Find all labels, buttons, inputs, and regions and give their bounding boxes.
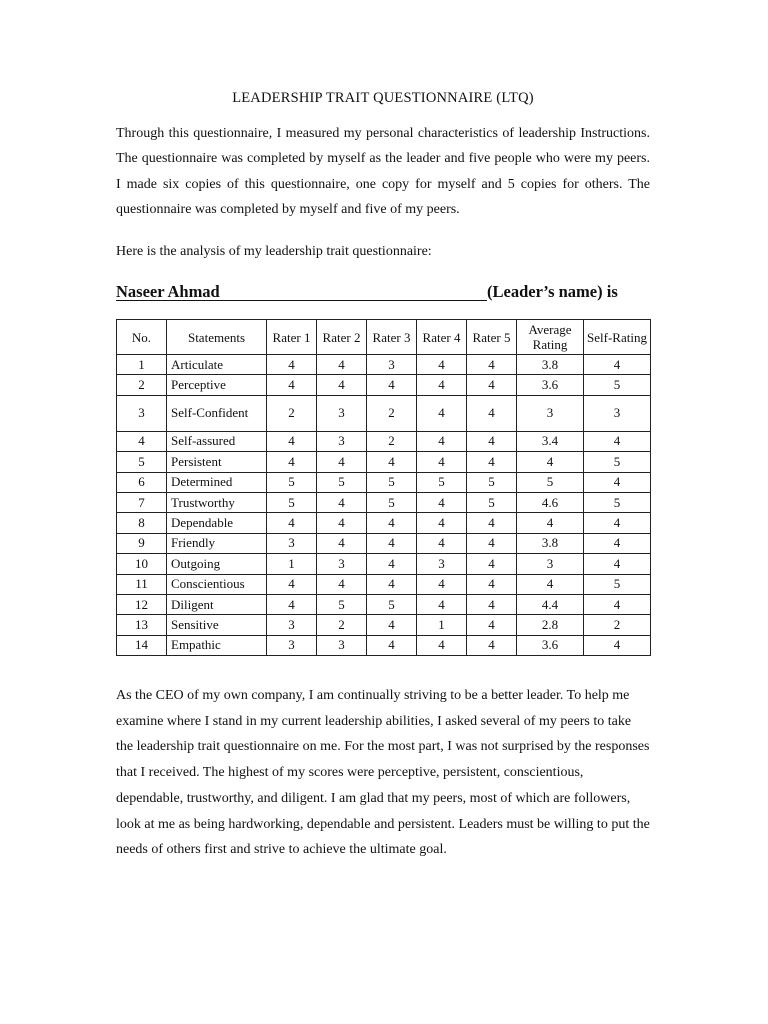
table-row: [117, 574, 651, 594]
cell-rater-1: 4: [267, 513, 317, 533]
cell-rater-3: 4: [367, 533, 417, 553]
table-row: [117, 533, 651, 553]
page-title: LEADERSHIP TRAIT QUESTIONNAIRE (LTQ): [232, 90, 534, 106]
cell-no: 11: [117, 574, 167, 594]
cell-self-rating: 5: [584, 492, 651, 512]
cell-average-rating: 2.8: [517, 615, 584, 635]
cell-no: 14: [117, 635, 167, 655]
cell-rater-3: 4: [367, 513, 417, 533]
cell-rater-4: 4: [417, 452, 467, 472]
header-rater-2: Rater 2: [317, 320, 367, 355]
cell-no: 4: [117, 431, 167, 451]
cell-rater-5: 4: [467, 635, 517, 655]
cell-rater-4: 4: [417, 355, 467, 375]
cell-rater-5: 4: [467, 513, 517, 533]
cell-statement: Determined: [167, 472, 267, 492]
cell-rater-1: 4: [267, 452, 317, 472]
cell-average-rating: 3.6: [517, 375, 584, 395]
cell-rater-3: 4: [367, 554, 417, 574]
intro-paragraph: Through this questionnaire, I measured my personal characteristics of leadership Instructions. The questionnaire was completed by myself as the leader and five people who were my peers. I made six copies of this questionnaire, one copy for myself and 5 copies for others. The questionnaire was completed by myself and five of my peers.: [116, 126, 650, 217]
table-row: [117, 513, 651, 533]
cell-rater-3: 5: [367, 472, 417, 492]
cell-rater-3: 3: [367, 355, 417, 375]
cell-rater-3: 4: [367, 452, 417, 472]
cell-rater-4: 4: [417, 431, 467, 451]
cell-self-rating: 4: [584, 431, 651, 451]
cell-rater-1: 4: [267, 355, 317, 375]
cell-no: 9: [117, 533, 167, 553]
cell-rater-2: 3: [317, 395, 367, 431]
cell-rater-5: 5: [467, 492, 517, 512]
cell-statement: Diligent: [167, 594, 267, 614]
cell-self-rating: 4: [584, 472, 651, 492]
cell-rater-5: 4: [467, 574, 517, 594]
cell-rater-1: 3: [267, 635, 317, 655]
ltq-table: [116, 319, 651, 656]
cell-rater-3: 5: [367, 492, 417, 512]
cell-rater-3: 4: [367, 574, 417, 594]
cell-rater-2: 5: [317, 594, 367, 614]
cell-statement: Trustworthy: [167, 492, 267, 512]
cell-self-rating: 3: [584, 395, 651, 431]
leader-suffix: (Leader’s name) is: [487, 282, 618, 301]
header-rater-1: Rater 1: [267, 320, 317, 355]
cell-rater-2: 4: [317, 355, 367, 375]
cell-rater-5: 4: [467, 554, 517, 574]
cell-statement: Self-assured: [167, 431, 267, 451]
cell-rater-2: 3: [317, 635, 367, 655]
cell-no: 13: [117, 615, 167, 635]
cell-statement: Dependable: [167, 513, 267, 533]
cell-rater-3: 4: [367, 615, 417, 635]
cell-rater-1: 4: [267, 594, 317, 614]
cell-rater-4: 4: [417, 492, 467, 512]
closing-paragraph: As the CEO of my own company, I am continually striving to be a better leader. To help me examine where I stand in my current leadership abilities, I asked several of my peers to take the leadership trait questionnaire on me. For the most part, I was not surprised by the responses that I received. The highest of my scores were perceptive, persistent, conscientious, dependable, trustworthy, and diligent. I am glad that my peers, most of which are followers, look at me as being hardworking, dependable and persistent. Leaders must be willing to put the needs of others first and strive to achieve the ultimate goal.: [116, 688, 650, 858]
cell-statement: Articulate: [167, 355, 267, 375]
cell-rater-5: 4: [467, 375, 517, 395]
cell-rater-2: 3: [317, 554, 367, 574]
cell-no: 1: [117, 355, 167, 375]
leader-name-line: [116, 282, 656, 302]
cell-rater-3: 2: [367, 431, 417, 451]
cell-rater-4: 4: [417, 594, 467, 614]
cell-no: 3: [117, 395, 167, 431]
cell-rater-1: 5: [267, 472, 317, 492]
table-row: [117, 452, 651, 472]
cell-rater-4: 1: [417, 615, 467, 635]
cell-self-rating: 4: [584, 355, 651, 375]
cell-rater-2: 4: [317, 533, 367, 553]
table-row: [117, 472, 651, 492]
header-average-rating: Average Rating: [517, 320, 584, 355]
cell-average-rating: 3.8: [517, 533, 584, 553]
cell-rater-5: 4: [467, 452, 517, 472]
cell-rater-2: 4: [317, 574, 367, 594]
cell-statement: Outgoing: [167, 554, 267, 574]
cell-self-rating: 4: [584, 594, 651, 614]
cell-rater-4: 4: [417, 513, 467, 533]
cell-no: 12: [117, 594, 167, 614]
table-header-row: [117, 320, 651, 355]
cell-rater-2: 4: [317, 375, 367, 395]
cell-rater-4: 3: [417, 554, 467, 574]
cell-no: 10: [117, 554, 167, 574]
cell-rater-1: 3: [267, 533, 317, 553]
cell-rater-1: 1: [267, 554, 317, 574]
cell-average-rating: 4: [517, 452, 584, 472]
header-rater-5: Rater 5: [467, 320, 517, 355]
cell-average-rating: 3.8: [517, 355, 584, 375]
cell-average-rating: 3.6: [517, 635, 584, 655]
cell-rater-5: 4: [467, 431, 517, 451]
table-body: [117, 355, 651, 656]
cell-self-rating: 5: [584, 574, 651, 594]
table-row: [117, 492, 651, 512]
cell-rater-5: 4: [467, 355, 517, 375]
header-rater-3: Rater 3: [367, 320, 417, 355]
table-row: [117, 431, 651, 451]
cell-rater-4: 4: [417, 574, 467, 594]
cell-rater-1: 5: [267, 492, 317, 512]
cell-rater-4: 4: [417, 375, 467, 395]
table-row: [117, 395, 651, 431]
cell-rater-2: 4: [317, 492, 367, 512]
cell-rater-5: 4: [467, 395, 517, 431]
table-row: [117, 594, 651, 614]
cell-self-rating: 4: [584, 635, 651, 655]
cell-no: 8: [117, 513, 167, 533]
cell-rater-5: 5: [467, 472, 517, 492]
cell-self-rating: 2: [584, 615, 651, 635]
cell-average-rating: 3: [517, 554, 584, 574]
header-rater-4: Rater 4: [417, 320, 467, 355]
cell-no: 6: [117, 472, 167, 492]
cell-rater-1: 4: [267, 574, 317, 594]
cell-rater-3: 5: [367, 594, 417, 614]
table-row: [117, 635, 651, 655]
cell-average-rating: 5: [517, 472, 584, 492]
cell-rater-2: 2: [317, 615, 367, 635]
analysis-intro: Here is the analysis of my leadership trait questionnaire:: [116, 244, 432, 259]
cell-average-rating: 4: [517, 574, 584, 594]
header-no: No.: [117, 320, 167, 355]
leader-name: Naseer Ahmad: [116, 283, 487, 301]
header-statements: Statements: [167, 320, 267, 355]
cell-no: 7: [117, 492, 167, 512]
cell-no: 5: [117, 452, 167, 472]
cell-rater-1: 2: [267, 395, 317, 431]
cell-rater-2: 3: [317, 431, 367, 451]
cell-average-rating: 4: [517, 513, 584, 533]
cell-rater-3: 4: [367, 375, 417, 395]
table-row: [117, 375, 651, 395]
cell-self-rating: 4: [584, 513, 651, 533]
cell-rater-5: 4: [467, 615, 517, 635]
cell-statement: Persistent: [167, 452, 267, 472]
table-row: [117, 554, 651, 574]
cell-statement: Sensitive: [167, 615, 267, 635]
cell-rater-3: 2: [367, 395, 417, 431]
cell-rater-4: 5: [417, 472, 467, 492]
cell-rater-5: 4: [467, 533, 517, 553]
cell-average-rating: 3: [517, 395, 584, 431]
cell-statement: Conscientious: [167, 574, 267, 594]
cell-statement: Self-Confident: [167, 395, 267, 431]
cell-rater-1: 4: [267, 431, 317, 451]
cell-self-rating: 4: [584, 533, 651, 553]
cell-self-rating: 5: [584, 452, 651, 472]
cell-average-rating: 3.4: [517, 431, 584, 451]
cell-rater-1: 3: [267, 615, 317, 635]
header-self-rating: Self-Rating: [584, 320, 651, 355]
cell-rater-2: 5: [317, 472, 367, 492]
cell-rater-4: 4: [417, 395, 467, 431]
cell-rater-2: 4: [317, 513, 367, 533]
cell-statement: Perceptive: [167, 375, 267, 395]
cell-self-rating: 5: [584, 375, 651, 395]
cell-statement: Friendly: [167, 533, 267, 553]
cell-rater-5: 4: [467, 594, 517, 614]
cell-rater-2: 4: [317, 452, 367, 472]
table-row: [117, 355, 651, 375]
cell-rater-4: 4: [417, 635, 467, 655]
cell-self-rating: 4: [584, 554, 651, 574]
cell-statement: Empathic: [167, 635, 267, 655]
cell-no: 2: [117, 375, 167, 395]
cell-rater-1: 4: [267, 375, 317, 395]
cell-rater-3: 4: [367, 635, 417, 655]
cell-rater-4: 4: [417, 533, 467, 553]
cell-average-rating: 4.6: [517, 492, 584, 512]
cell-average-rating: 4.4: [517, 594, 584, 614]
table-row: [117, 615, 651, 635]
